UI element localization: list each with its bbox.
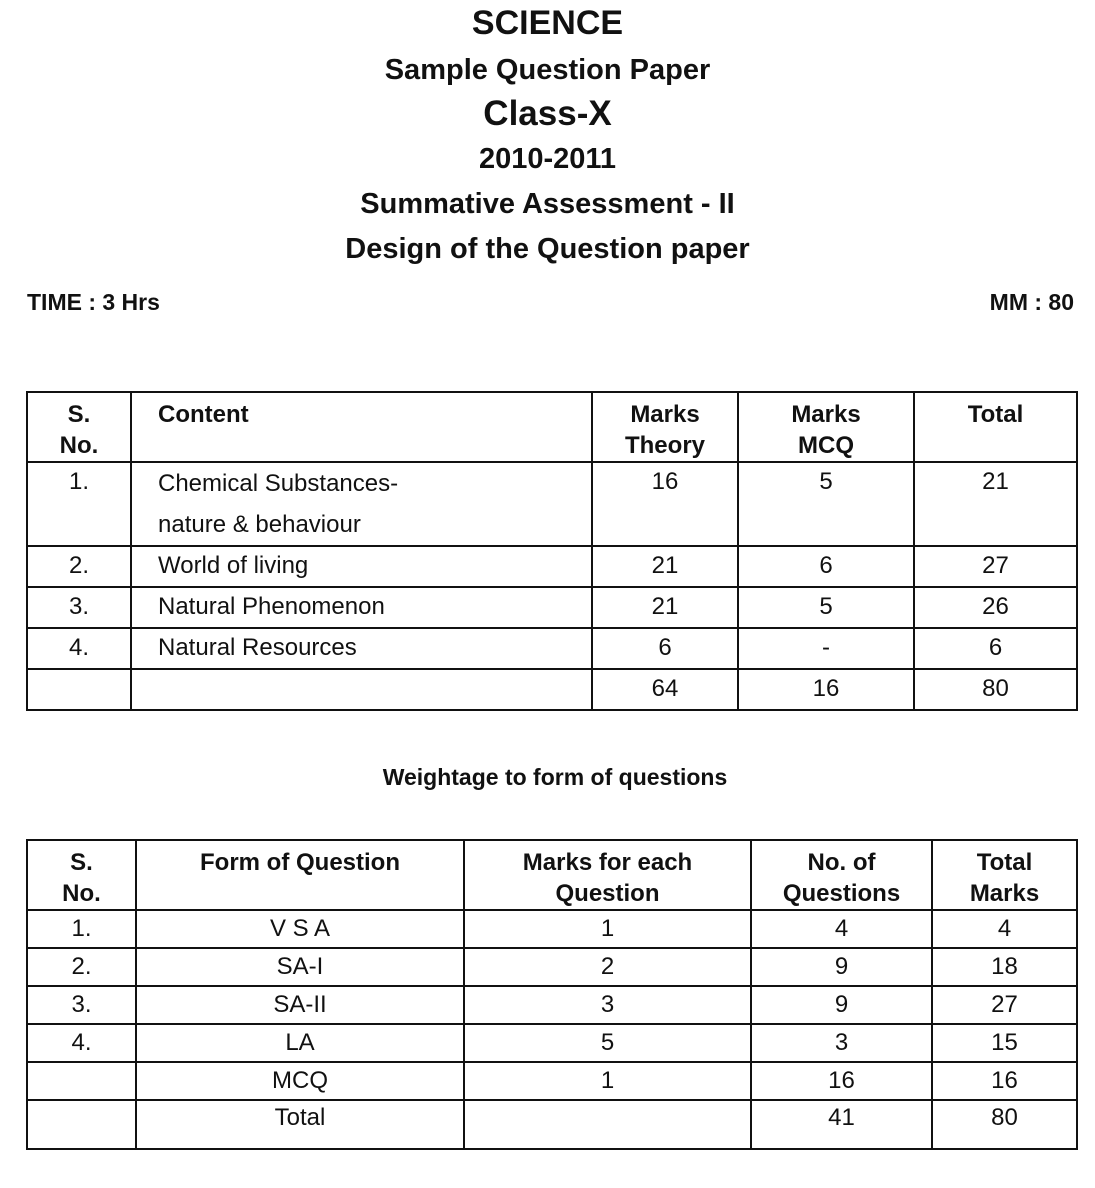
- cell-form: MCQ: [136, 1062, 464, 1100]
- cell-total: 26: [914, 587, 1077, 628]
- class-title: Class-X: [483, 94, 612, 133]
- cell-sno: 1.: [27, 910, 136, 948]
- cell-content: World of living: [131, 546, 592, 587]
- year-title: 2010-2011: [478, 143, 617, 175]
- cell-sno: 2.: [27, 546, 131, 587]
- cell-sno: [27, 1100, 136, 1149]
- cell-sno: 4.: [27, 628, 131, 669]
- cell-form: SA-I: [136, 948, 464, 986]
- subject-title: SCIENCE: [471, 4, 624, 42]
- cell-total: 27: [914, 546, 1077, 587]
- cell-marks-mcq: 5: [738, 462, 914, 546]
- col-header-marks-each: Marks for each Question: [464, 840, 751, 910]
- cell-marks-each: 1: [464, 910, 751, 948]
- cell-marks-mcq: 5: [738, 587, 914, 628]
- cell-marks-mcq: 16: [738, 669, 914, 710]
- cell-marks-theory: 6: [592, 628, 738, 669]
- cell-form: SA-II: [136, 986, 464, 1024]
- cell-num-questions: 3: [751, 1024, 932, 1062]
- cell-total-marks: 15: [932, 1024, 1077, 1062]
- cell-sno: [27, 1062, 136, 1100]
- col-header-total: Total: [914, 392, 1077, 462]
- table-row: [27, 1024, 1077, 1062]
- table-row: [27, 546, 1077, 587]
- cell-marks-each: [464, 1100, 751, 1149]
- cell-form: Total: [136, 1100, 464, 1149]
- cell-num-questions: 9: [751, 948, 932, 986]
- cell-marks-mcq: -: [738, 628, 914, 669]
- cell-sno: 1.: [27, 462, 131, 546]
- cell-marks-each: 5: [464, 1024, 751, 1062]
- paper-title: Sample Question Paper: [384, 54, 711, 86]
- col-header-sno: S. No.: [27, 840, 136, 910]
- cell-num-questions: 4: [751, 910, 932, 948]
- cell-marks-theory: 21: [592, 587, 738, 628]
- time-label: TIME : 3 Hrs: [27, 289, 160, 315]
- cell-marks-theory: 64: [592, 669, 738, 710]
- cell-total: 6: [914, 628, 1077, 669]
- cell-total-marks: 4: [932, 910, 1077, 948]
- weightage-subtitle: Weightage to form of questions: [382, 764, 728, 790]
- col-header-marks-mcq: Marks MCQ: [738, 392, 914, 462]
- table-header-row: [27, 392, 1077, 462]
- cell-total-marks: 27: [932, 986, 1077, 1024]
- max-marks-label: MM : 80: [989, 289, 1074, 315]
- table-row: [27, 587, 1077, 628]
- cell-content: [131, 669, 592, 710]
- cell-total-marks: 80: [932, 1100, 1077, 1149]
- table-row: [27, 948, 1077, 986]
- cell-marks-theory: 21: [592, 546, 738, 587]
- col-header-sno: S. No.: [27, 392, 131, 462]
- cell-marks-each: 1: [464, 1062, 751, 1100]
- cell-total: 21: [914, 462, 1077, 546]
- cell-form: V S A: [136, 910, 464, 948]
- content-marks-table: [26, 391, 1078, 711]
- question-form-table: [26, 839, 1078, 1150]
- col-header-total-marks: Total Marks: [932, 840, 1077, 910]
- table-row: [27, 1062, 1077, 1100]
- cell-sno: [27, 669, 131, 710]
- cell-num-questions: 9: [751, 986, 932, 1024]
- cell-total: 80: [914, 669, 1077, 710]
- col-header-content: Content: [131, 392, 592, 462]
- cell-marks-theory: 16: [592, 462, 738, 546]
- table-row: [27, 628, 1077, 669]
- col-header-marks-theory: Marks Theory: [592, 392, 738, 462]
- table-total-row: [27, 669, 1077, 710]
- cell-marks-each: 3: [464, 986, 751, 1024]
- cell-form: LA: [136, 1024, 464, 1062]
- table-row: [27, 462, 1077, 546]
- cell-sno: 4.: [27, 1024, 136, 1062]
- col-header-num-questions: No. of Questions: [751, 840, 932, 910]
- table-header-row: [27, 840, 1077, 910]
- cell-content: Chemical Substances- nature & behaviour: [131, 462, 592, 546]
- design-title: Design of the Question paper: [345, 233, 750, 265]
- cell-content: Natural Resources: [131, 628, 592, 669]
- cell-total-marks: 18: [932, 948, 1077, 986]
- cell-num-questions: 16: [751, 1062, 932, 1100]
- cell-sno: 3.: [27, 587, 131, 628]
- cell-sno: 2.: [27, 948, 136, 986]
- table-row: [27, 986, 1077, 1024]
- cell-total-marks: 16: [932, 1062, 1077, 1100]
- cell-marks-each: 2: [464, 948, 751, 986]
- cell-content: Natural Phenomenon: [131, 587, 592, 628]
- table-row: [27, 910, 1077, 948]
- cell-marks-mcq: 6: [738, 546, 914, 587]
- cell-sno: 3.: [27, 986, 136, 1024]
- assessment-title: Summative Assessment - II: [360, 188, 735, 220]
- table-total-row: [27, 1100, 1077, 1149]
- col-header-form: Form of Question: [136, 840, 464, 910]
- cell-num-questions: 41: [751, 1100, 932, 1149]
